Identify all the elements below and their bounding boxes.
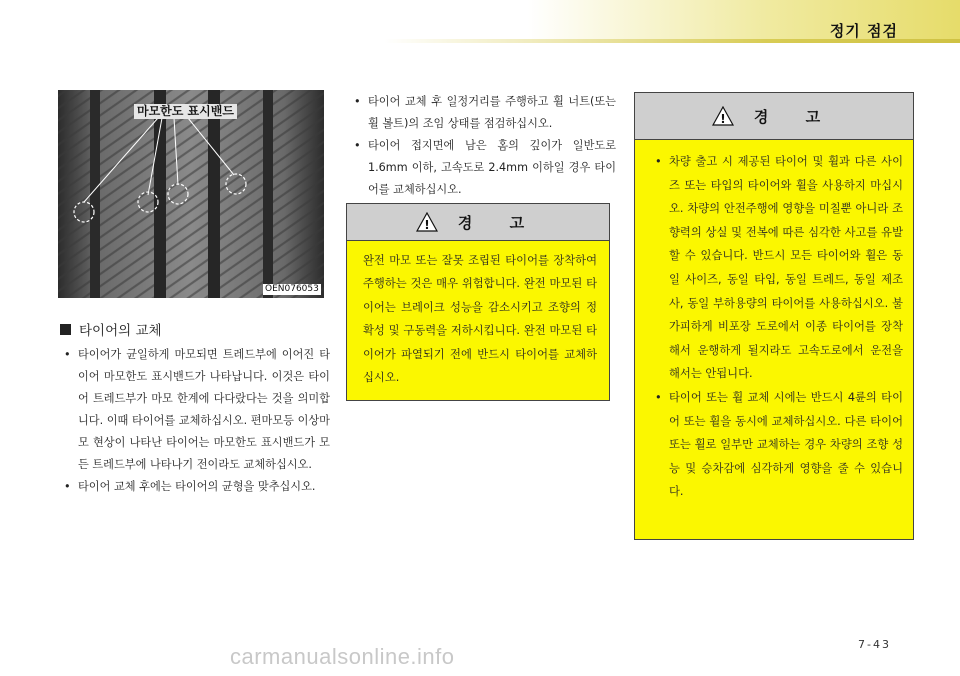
figure-caption: 마모한도 표시밴드 (134, 104, 237, 119)
list-item-text: 타이어 교체 후에는 타이어의 균형을 맞추십시오. (78, 480, 316, 493)
list-item (60, 476, 330, 498)
bullet-icon: • (354, 95, 361, 108)
bullet-list (350, 91, 616, 201)
page-header-title: 정기 점검 (829, 22, 898, 40)
header-rule (0, 39, 960, 43)
warning-header (347, 204, 609, 241)
square-bullet-icon (60, 324, 71, 335)
bullet-icon: • (64, 480, 71, 493)
warning-triangle-icon (712, 106, 734, 126)
bullet-icon: • (655, 155, 662, 168)
bullet-icon: • (655, 390, 662, 404)
section-heading (60, 319, 162, 339)
header-band (0, 0, 960, 40)
warning-box-large (634, 92, 914, 540)
warning-title: 경 고 (457, 213, 541, 232)
list-item (60, 344, 330, 476)
warning-triangle-icon (416, 212, 438, 232)
warning-title: 경 고 (753, 107, 837, 126)
list-item (643, 386, 903, 504)
bullet-list (60, 344, 330, 498)
list-item-text: 타이어 또는 휠 교체 시에는 반드시 4륜의 타이어 또는 휠을 동시에 교체하십시오. 다른 타이어 또는 휠로 일부만 교체하는 경우 차량의 조향 성능 및 승차감에 심각하게 영향을 줄 수 있습니다. (669, 390, 903, 499)
section-title: 타이어의 교체 (79, 323, 162, 339)
warning-box (346, 203, 610, 401)
page-number: 7-43 (858, 638, 891, 651)
list-item-text: 차량 출고 시 제공된 타이어 및 휠과 다른 사이즈 또는 타입의 타이어와 휠을 사용하지 마십시오. 차량의 안전주행에 영향을 미칠뿐 아니라 조향력의 상실 및 전복에 따른 심각한 사고를 유발할 수 있습니다. 반드시 모든 타이어와 휠은 동일 사이즈, 동일 타입, 동일 트레드, 동일 제조사, 동일 부하용량의 타이어를 사용하십시오. 불가피하게 비포장 도로에서 이종 타이어를 장착해서 운행하게 될지라도 고속도로에서 운전을 해서는 안됩니다. (669, 155, 903, 381)
warning-header (635, 93, 913, 140)
warning-body: 완전 마모 또는 잘못 조립된 타이어를 장착하여 주행하는 것은 매우 위험합니다. 완전 마모된 타이어는 브레이크 성능을 감소시키고 조향의 정확성 및 구동력을 저하시킵니다. 완전 마모된 타이어가 파열되기 전에 반드시 타이어를 교체하십시오. (363, 254, 597, 385)
list-item (350, 135, 616, 201)
figure-code: OEN076053 (265, 284, 319, 294)
list-item-text: 타이어가 균일하게 마모되면 트레드부에 이어진 타이어 마모한도 표시밴드가 나타납니다. 이것은 타이어 트레드부가 마모 한계에 다다랐다는 것을 의미합니다. 이때 타이어를 교체하십시오. 편마모등 이상마모 현상이 나타난 타이어는 마모한도 표시밴드가 모든 트레드부에 나타나기 전이라도 교체하십시오. (78, 348, 330, 471)
list-item-text: 타이어 교체 후 일정거리를 주행하고 휠 너트(또는 휠 볼트)의 조임 상태를 점검하십시오. (368, 95, 616, 130)
warning-list (643, 150, 903, 504)
tire-tread-image (58, 90, 324, 298)
warning-body (635, 140, 913, 504)
bullet-icon: • (354, 139, 361, 152)
column-1 (60, 344, 330, 498)
bullet-icon: • (64, 348, 71, 361)
svg-text:!: ! (424, 218, 430, 232)
svg-text:!: ! (720, 112, 726, 126)
list-item (350, 91, 616, 135)
column-2 (350, 91, 616, 201)
list-item (643, 150, 903, 386)
list-item-text: 타이어 접지면에 남은 홈의 깊이가 일반도로 1.6mm 이하, 고속도로 2.4mm 이하일 경우 타이어를 교체하십시오. (368, 139, 616, 196)
watermark: carmanualsonline.info (230, 644, 455, 669)
